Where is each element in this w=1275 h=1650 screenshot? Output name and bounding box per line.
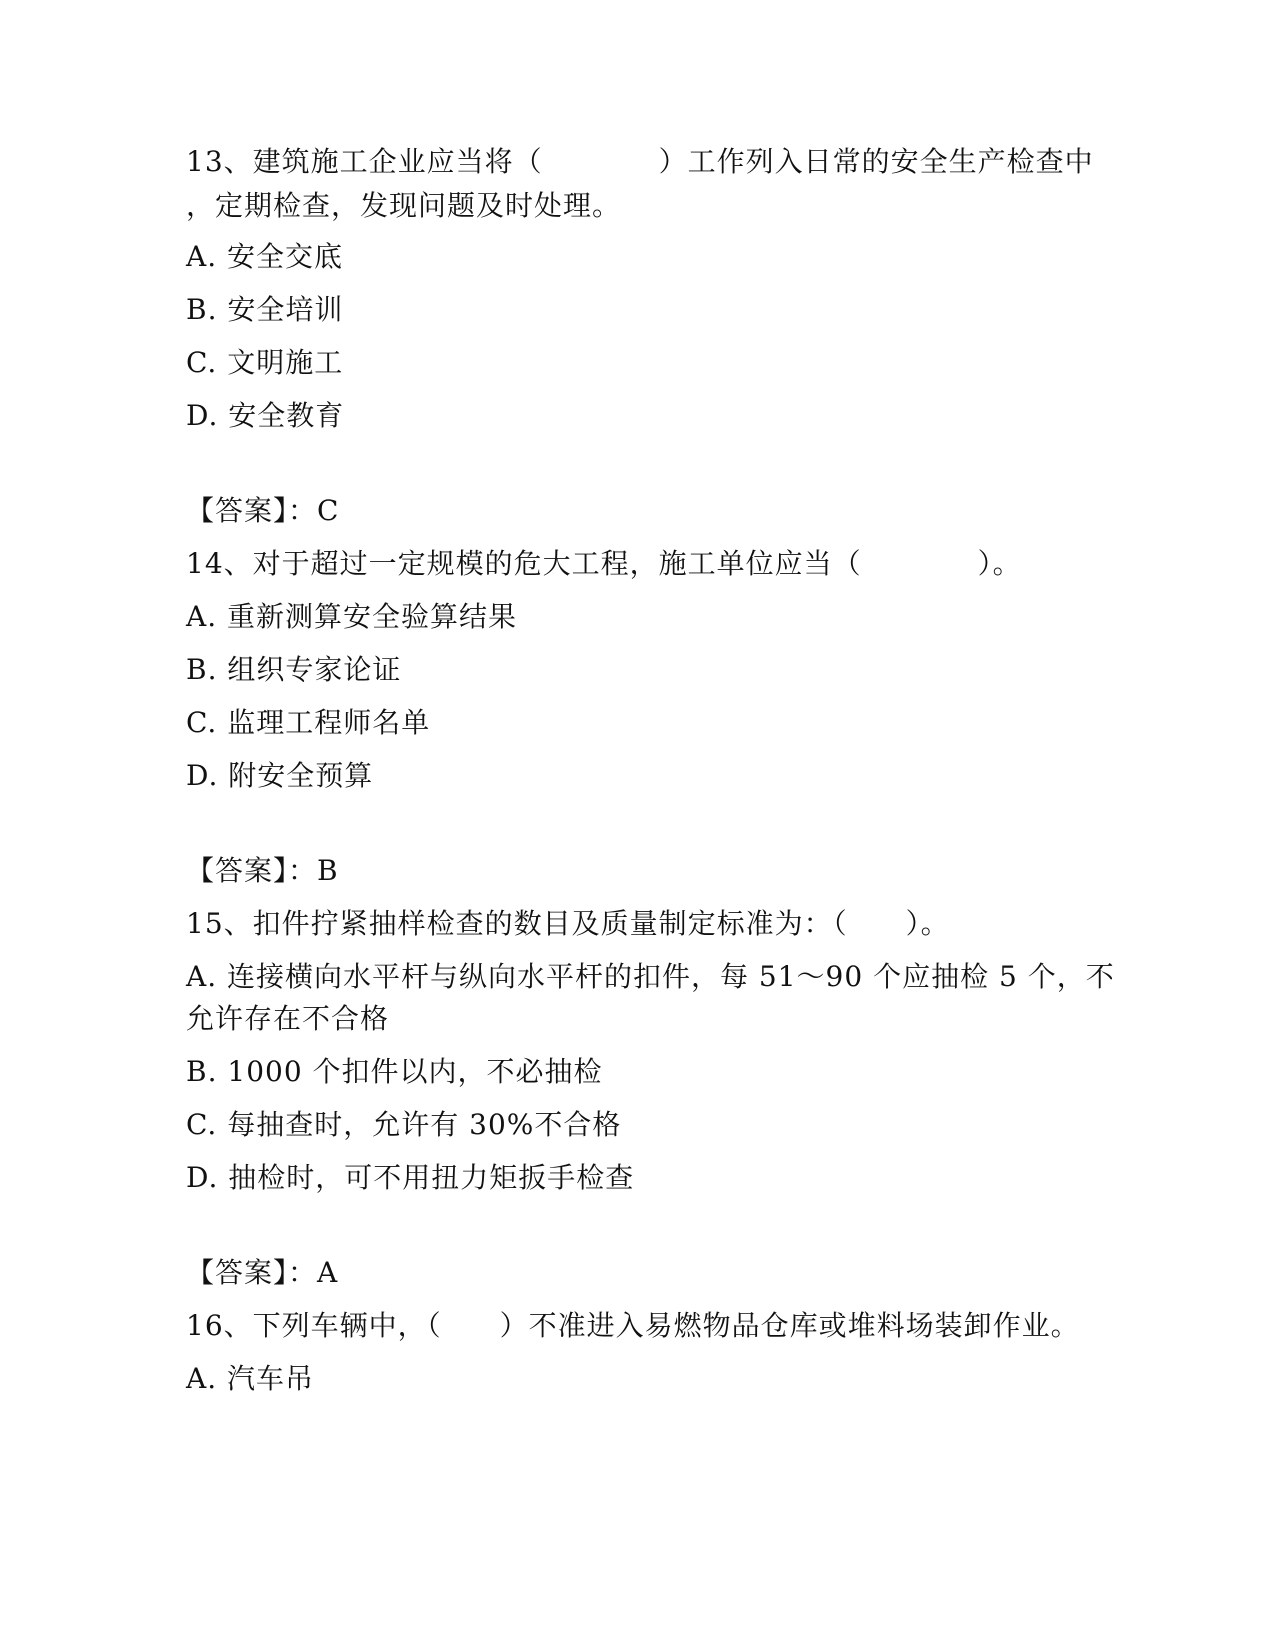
question-13-option-a: A. 安全交底 <box>186 240 344 273</box>
question-15-option-d: D. 抽检时，可不用扭力矩扳手检查 <box>186 1161 635 1194</box>
question-15-option-a-line1: A. 连接横向水平杆与纵向水平杆的扣件，每 51～90 个应抽检 5 个，不 <box>186 960 1115 993</box>
question-14-option-a: A. 重新测算安全验算结果 <box>186 600 518 633</box>
question-14-option-c: C. 监理工程师名单 <box>186 706 431 739</box>
question-13-answer: 【答案】：C <box>186 494 340 527</box>
question-15-answer: 【答案】：A <box>186 1256 339 1289</box>
question-16-stem: 16、下列车辆中，（ ）不准进入易燃物品仓库或堆料场装卸作业。 <box>186 1309 1080 1342</box>
question-15-option-a-line2: 允许存在不合格 <box>186 1002 390 1035</box>
question-15-option-b: B. 1000 个扣件以内，不必抽检 <box>186 1055 603 1088</box>
question-13-option-c: C. 文明施工 <box>186 346 344 379</box>
question-13-option-d: D. 安全教育 <box>186 399 345 432</box>
question-15-stem: 15、扣件拧紧抽样检查的数目及质量制定标准为：（ ）。 <box>186 907 950 940</box>
question-13-stem-line2: ，定期检查，发现问题及时处理。 <box>186 189 622 222</box>
question-14-option-d: D. 附安全预算 <box>186 759 374 792</box>
question-16-option-a: A. 汽车吊 <box>186 1362 315 1395</box>
question-14-option-b: B. 组织专家论证 <box>186 653 402 686</box>
question-14-answer: 【答案】：B <box>186 854 339 887</box>
question-13-stem-line1: 13、建筑施工企业应当将（ ）工作列入日常的安全生产检查中 <box>186 145 1094 178</box>
question-14-stem: 14、对于超过一定规模的危大工程，施工单位应当（ ）。 <box>186 547 1022 580</box>
question-13-option-b: B. 安全培训 <box>186 293 344 326</box>
question-15-option-c: C. 每抽查时，允许有 30%不合格 <box>186 1108 622 1141</box>
